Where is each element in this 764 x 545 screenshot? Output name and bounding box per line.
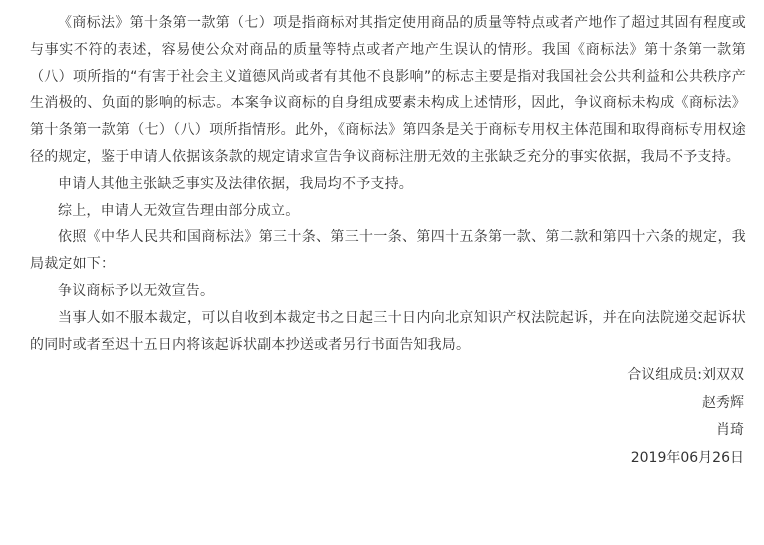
panel-member-1: 合议组成员:刘双双 — [627, 367, 744, 384]
panel-member-3: 肖琦 — [716, 422, 744, 439]
panel-member-2: 赵秀辉 — [702, 394, 744, 411]
paragraph-trademark-law-analysis: 《商标法》第十条第一款第（七）项是指商标对其指定使用商品的质量等特点或者产地作了超过其固有程度或与事实不符的表述，容易使公众对商品的质量等特点或者产地产生误认的情形。我国《商标法》第十条第一款第（八）项所指的“有害于社会主义道德风尚或者有其他不良影响”的标志主要是指对我国社会公共利益和公共秩序产生消极的、负面的影响的标志。本案争议商标的自身组成要素未构成上述情形，因此，争议商标未构成《商标法》第十条第一款第（七）（八）项所指情形。此外，《商标法》第四条是关于商标专用权主体范围和取得商标专用权途径的规定，鉴于申请人依据该条款的规定请求宣告争议商标注册无效的主张缺乏充分的事实依据，我局不予支持。 — [30, 15, 746, 165]
paragraph-other-claims: 申请人其他主张缺乏事实及法律依据，我局均不予支持。 — [58, 175, 413, 192]
paragraph-summary: 综上，申请人无效宣告理由部分成立。 — [58, 202, 300, 219]
paragraph-appeal-notice: 当事人如不服本裁定，可以自收到本裁定书之日起三十日内向北京知识产权法院起诉，并在向法院递交起诉状的同时或者至迟十五日内将该起诉状副本抄送或者另行书面告知我局。 — [30, 309, 746, 353]
decision-document — [30, 10, 746, 472]
signature-block — [30, 362, 746, 472]
paragraph-ruling: 争议商标予以无效宣告。 — [58, 282, 215, 299]
decision-date: 2019年06月26日 — [630, 449, 744, 466]
paragraph-legal-basis: 依照《中华人民共和国商标法》第三十条、第三十一条、第四十五条第一款、第二款和第四十六条的规定，我局裁定如下： — [30, 229, 746, 273]
